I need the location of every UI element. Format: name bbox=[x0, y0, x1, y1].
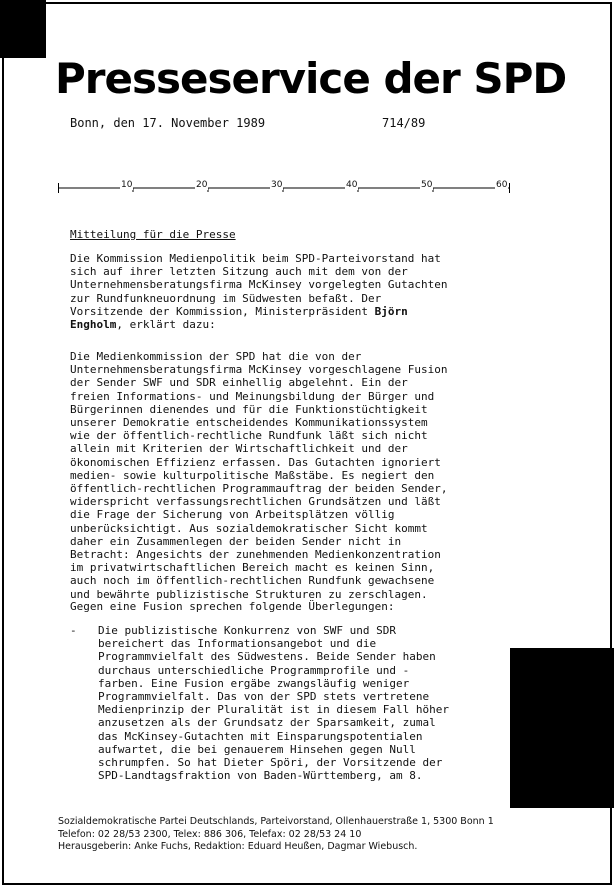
scan-corner-mark bbox=[0, 0, 46, 58]
footer-editors: Herausgeberin: Anke Fuchs, Redaktion: Eduard Heußen, Dagmar Wiebusch. bbox=[58, 841, 418, 852]
list-item-text: Die publizistische Konkurrenz von SWF und SDR bereichert das Informationsangebot und die Programmvielfalt des Südwestens. Beide Sender haben durchaus unterschiedliche Programmprofile und -farben. Eine Fusion ergäbe zwangsläufig weniger Programmvielfalt. Das von der SPD stets vertretene Medienprinzip der Pluralität ist in diesem Fall höher anzusetzen als der Grundsatz der Sparsamkeit, zumal das McKinsey-Gutachten mit Einsparungspotentialen aufwartet, die bei genauerem Hinsehen gegen Null schrumpfen. So hat Dieter Spöri, der Vorsitzende der SPD-Landtagsfraktion von Baden-Württemberg, am 8. bbox=[98, 624, 449, 783]
footer-contact: Telefon: 02 28/53 2300, Telex: 886 306, Telefax: 02 28/53 24 10 bbox=[58, 828, 362, 840]
letterhead-footer bbox=[58, 816, 494, 854]
ruler-tick-label: 60 bbox=[496, 180, 508, 190]
ruler-tick-label: 30 bbox=[271, 180, 283, 190]
typewriter-ruler bbox=[58, 180, 510, 193]
ruler-tick-label: 10 bbox=[121, 180, 133, 190]
list-bullet: - bbox=[70, 624, 77, 637]
list-intro: Gegen eine Fusion sprechen folgende Überlegungen: bbox=[70, 600, 395, 613]
statement-paragraph: Die Medienkommission der SPD hat die von der Unternehmensberatungsfirma McKinsey vorgeschlagene Fusion der Sender SWF und SDR einhellig abgelehnt. Ein der freien Informations- und Meinungsbildung der Bürger und Bürgerinnen dienendes und für die Funktionstüchtigkeit unserer Demokratie entscheidendes Kommunikationssystem wie der öffentlich-rechtliche Rundfunk läßt sich nicht allein mit Kriterien der Wirtschaftlichkeit und der ökonomischen Effizienz erfassen. Das Gutachten ignoriert medien- sowie kulturpolitische Maßstäbe. Es negiert den öffentlich-rechtlichen Programmauftrag der beiden Sender, widerspricht verfassungsrechtlichen Grundsätzen und läßt die Frage der Sicherung von Arbeitsplätzen völlig unberücksichtigt. Aus sozialdemokratischer Sicht kommt daher ein Zusammenlegen der beiden Sender nicht in Betracht: Angesichts der zunehmenden Medienkonzentration im privatwirtschaftlichen Bereich macht es keinen Sinn, auch noch im öffentlich-rechtlichen Rundfunk gewachsene und bewährte publizistische Strukturen zu zerschlagen. bbox=[70, 350, 448, 601]
scan-edge-mark bbox=[510, 648, 614, 808]
intro-paragraph bbox=[70, 252, 450, 331]
ruler-tick-label: 20 bbox=[196, 180, 208, 190]
press-release-heading: Mitteilung für die Presse bbox=[70, 228, 236, 241]
ruler-tick-label: 40 bbox=[346, 180, 358, 190]
minister-name: Björn Engholm bbox=[70, 304, 408, 332]
intro-text-after: , erklärt dazu: bbox=[116, 318, 216, 332]
place-date: Bonn, den 17. November 1989 bbox=[70, 116, 266, 130]
dateline bbox=[70, 116, 530, 130]
intro-text-before: Die Kommission Medienpolitik beim SPD-Parteivorstand hat sich auf ihrer letzten Sitzung auch mit dem von der Unternehmensberatungsfirma McKinsey vorgelegten Gutachten zur Rundfunkneuordnung im Südwesten befaßt. Der Vorsitzende der Kommission, Ministerpräsident bbox=[70, 252, 448, 318]
footer-address: Sozialdemokratische Partei Deutschlands, Parteivorstand, Ollenhauerstraße 1, 5300 Bonn 1 bbox=[58, 816, 494, 827]
ruler-tick-label: 50 bbox=[421, 180, 433, 190]
masthead-title: Presseservice der SPD bbox=[55, 54, 567, 103]
release-number: 714/89 bbox=[382, 116, 426, 130]
